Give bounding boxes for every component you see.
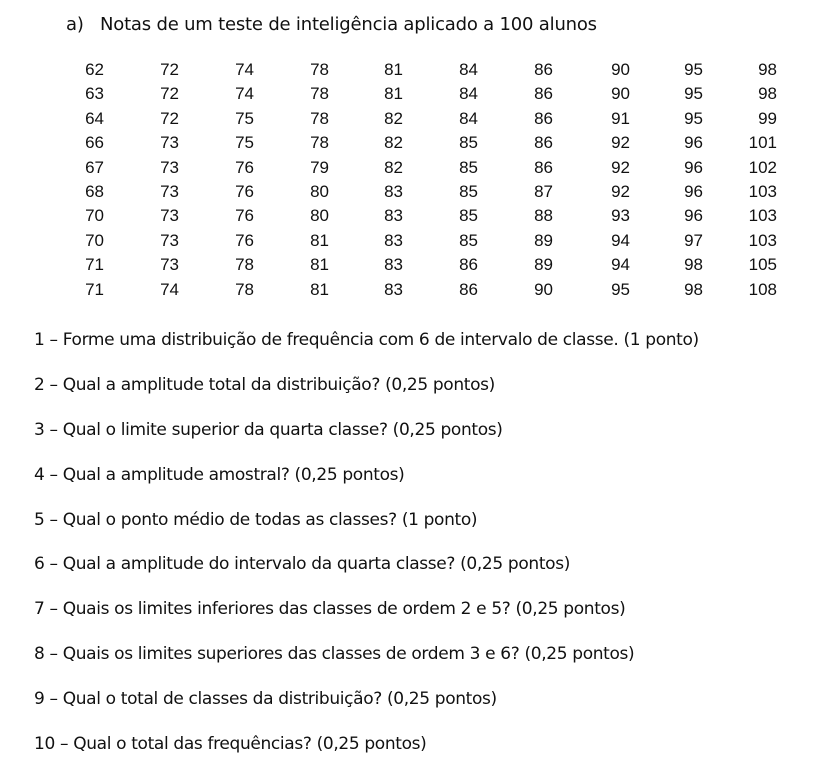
question-item: 1 – Forme uma distribuição de frequência com 6 de intervalo de classe. (1 ponto)	[34, 330, 699, 350]
table-cell: 81	[384, 84, 403, 104]
table-cell: 96	[684, 206, 703, 226]
table-cell: 80	[310, 181, 329, 201]
table-cell: 78	[310, 84, 329, 104]
table-cell: 73	[160, 133, 179, 153]
table-cell: 95	[684, 108, 703, 128]
table-cell: 80	[310, 206, 329, 226]
table-cell: 89	[534, 255, 553, 275]
table-row	[0, 204, 820, 228]
table-cell: 103	[748, 230, 777, 250]
table-cell: 76	[235, 157, 254, 177]
table-cell: 86	[534, 84, 553, 104]
table-cell: 76	[235, 206, 254, 226]
table-cell: 108	[748, 279, 777, 299]
table-cell: 74	[160, 279, 179, 299]
table-cell: 73	[160, 157, 179, 177]
table-cell: 90	[611, 60, 630, 79]
table-cell: 81	[310, 279, 329, 299]
scores-table	[0, 58, 820, 302]
table-cell: 103	[748, 181, 777, 201]
table-cell: 71	[85, 279, 104, 299]
table-cell: 76	[235, 230, 254, 250]
table-cell: 64	[85, 108, 104, 128]
table-cell: 103	[748, 206, 777, 226]
table-cell: 91	[611, 108, 630, 128]
question-item: 3 – Qual o limite superior da quarta classe? (0,25 pontos)	[34, 419, 503, 440]
table-cell: 98	[758, 60, 777, 79]
table-cell: 87	[534, 181, 553, 201]
table-cell: 94	[611, 255, 630, 275]
table-cell: 74	[235, 60, 254, 79]
table-cell: 73	[160, 230, 179, 250]
table-cell: 72	[160, 84, 179, 104]
table-cell: 86	[534, 157, 553, 177]
table-cell: 73	[160, 255, 179, 275]
section-title: Notas de um teste de inteligência aplicado a 100 alunos	[100, 14, 597, 35]
table-cell: 68	[85, 181, 104, 201]
table-cell: 67	[85, 157, 104, 177]
question-item: 5 – Qual o ponto médio de todas as classes? (1 ponto)	[34, 509, 478, 530]
table-cell: 86	[459, 255, 478, 275]
table-cell: 90	[611, 84, 630, 104]
table-cell: 78	[310, 60, 329, 79]
table-cell: 86	[459, 279, 478, 299]
table-cell: 101	[748, 133, 777, 153]
table-cell: 96	[684, 181, 703, 201]
table-cell: 92	[611, 133, 630, 153]
table-cell: 105	[748, 255, 777, 275]
table-cell: 95	[684, 84, 703, 104]
table-cell: 97	[684, 230, 703, 250]
table-cell: 66	[85, 133, 104, 153]
table-cell: 85	[459, 133, 478, 153]
table-cell: 84	[459, 108, 478, 128]
section-label: a)	[66, 14, 84, 35]
table-cell: 89	[534, 230, 553, 250]
table-cell: 82	[384, 133, 403, 153]
table-cell: 86	[534, 60, 553, 79]
table-row	[0, 107, 820, 131]
question-item: 2 – Qual a amplitude total da distribuição? (0,25 pontos)	[34, 374, 495, 395]
table-cell: 83	[384, 279, 403, 299]
table-cell: 81	[310, 230, 329, 250]
table-cell: 85	[459, 206, 478, 226]
table-cell: 73	[160, 206, 179, 226]
table-cell: 71	[85, 255, 104, 275]
table-row	[0, 229, 820, 253]
question-item: 8 – Quais os limites superiores das classes de ordem 3 e 6? (0,25 pontos)	[34, 644, 635, 665]
table-cell: 70	[85, 230, 104, 250]
table-cell: 86	[534, 133, 553, 153]
question-item: 10 – Qual o total das frequências? (0,25 pontos)	[34, 734, 427, 755]
table-cell: 90	[534, 279, 553, 299]
question-item: 7 – Quais os limites inferiores das classes de ordem 2 e 5? (0,25 pontos)	[34, 599, 626, 620]
table-cell: 86	[534, 108, 553, 128]
table-cell: 83	[384, 230, 403, 250]
table-cell: 96	[684, 157, 703, 177]
table-cell: 79	[310, 157, 329, 177]
table-cell: 93	[611, 206, 630, 226]
table-cell: 78	[235, 255, 254, 275]
table-cell: 78	[235, 279, 254, 299]
table-cell: 82	[384, 108, 403, 128]
table-cell: 99	[758, 108, 777, 128]
table-cell: 82	[384, 157, 403, 177]
table-cell: 72	[160, 108, 179, 128]
table-cell: 95	[684, 60, 703, 79]
table-cell: 83	[384, 181, 403, 201]
table-cell: 81	[310, 255, 329, 275]
table-cell: 72	[160, 60, 179, 79]
table-cell: 78	[310, 108, 329, 128]
table-cell: 98	[758, 84, 777, 104]
table-cell: 95	[611, 279, 630, 299]
table-row	[0, 131, 820, 155]
table-cell: 70	[85, 206, 104, 226]
table-cell: 98	[684, 255, 703, 275]
table-row	[0, 278, 820, 302]
section-heading	[66, 14, 597, 35]
table-cell: 85	[459, 230, 478, 250]
table-cell: 83	[384, 255, 403, 275]
table-cell: 84	[459, 84, 478, 104]
table-cell: 85	[459, 157, 478, 177]
table-cell: 62	[85, 60, 104, 79]
table-cell: 75	[235, 108, 254, 128]
question-item: 9 – Qual o total de classes da distribuição? (0,25 pontos)	[34, 689, 497, 710]
table-row	[0, 180, 820, 204]
table-row	[0, 156, 820, 180]
question-item: 4 – Qual a amplitude amostral? (0,25 pontos)	[34, 464, 405, 485]
table-cell: 78	[310, 133, 329, 153]
table-cell: 94	[611, 230, 630, 250]
table-cell: 88	[534, 206, 553, 226]
table-cell: 74	[235, 84, 254, 104]
table-cell: 75	[235, 133, 254, 153]
table-cell: 81	[384, 60, 403, 79]
table-row	[0, 82, 820, 106]
question-item: 6 – Qual a amplitude do intervalo da quarta classe? (0,25 pontos)	[34, 554, 570, 575]
table-cell: 83	[384, 206, 403, 226]
table-cell: 92	[611, 157, 630, 177]
table-cell: 96	[684, 133, 703, 153]
table-cell: 76	[235, 181, 254, 201]
table-cell: 84	[459, 60, 478, 79]
table-cell: 98	[684, 279, 703, 299]
table-row	[0, 253, 820, 277]
table-cell: 85	[459, 181, 478, 201]
table-cell: 92	[611, 181, 630, 201]
table-cell: 63	[85, 84, 104, 104]
table-row	[0, 58, 820, 82]
table-cell: 102	[748, 157, 777, 177]
table-cell: 73	[160, 181, 179, 201]
question-list	[34, 328, 814, 777]
